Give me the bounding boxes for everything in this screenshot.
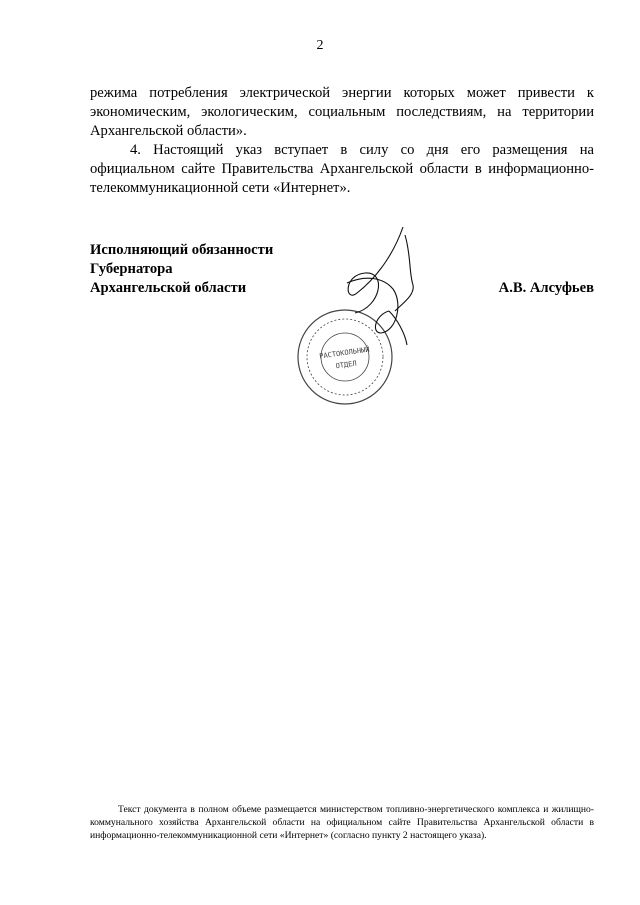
document-body [90,84,594,198]
paragraph-item-4: 4. Настоящий указ вступает в силу со дня его размещения на официальном сайте Правительства Архангельской области в информационно-телекоммуникационной сети «Интернет». [90,142,594,196]
seal-center-text-2: ОТДЕЛ [335,359,358,371]
seal-and-signature [285,215,435,425]
footnote-text: Текст документа в полном объеме размещается министерством топливно-энергетического комплекса и жилищно-коммунального хозяйства Архангельской области на официальном сайте Правительства Архангельской области в информационно-телекоммуникационной сети «Интернет» (согласно пункту 2 настоящего указа). [90,804,594,841]
seal-center-text-1: РАСТОКОЛЬНЫЙ [318,345,371,361]
handwritten-signature [347,227,413,345]
paragraph-continuation: режима потребления электрической энергии которых может привести к экономическим, экологическим, социальным последствиям, на территории Архангельской области». [90,85,594,139]
footnote [90,803,594,842]
signatory-name: А.В. Алсуфьев [498,280,594,296]
signatory-position-line-3: Архангельской области [90,280,247,296]
official-seal [298,310,392,404]
signatory-position-line-2: Губернатора [90,261,173,277]
signatory-position-line-1: Исполняющий обязанности [90,242,274,258]
page-number: 2 [316,38,324,53]
